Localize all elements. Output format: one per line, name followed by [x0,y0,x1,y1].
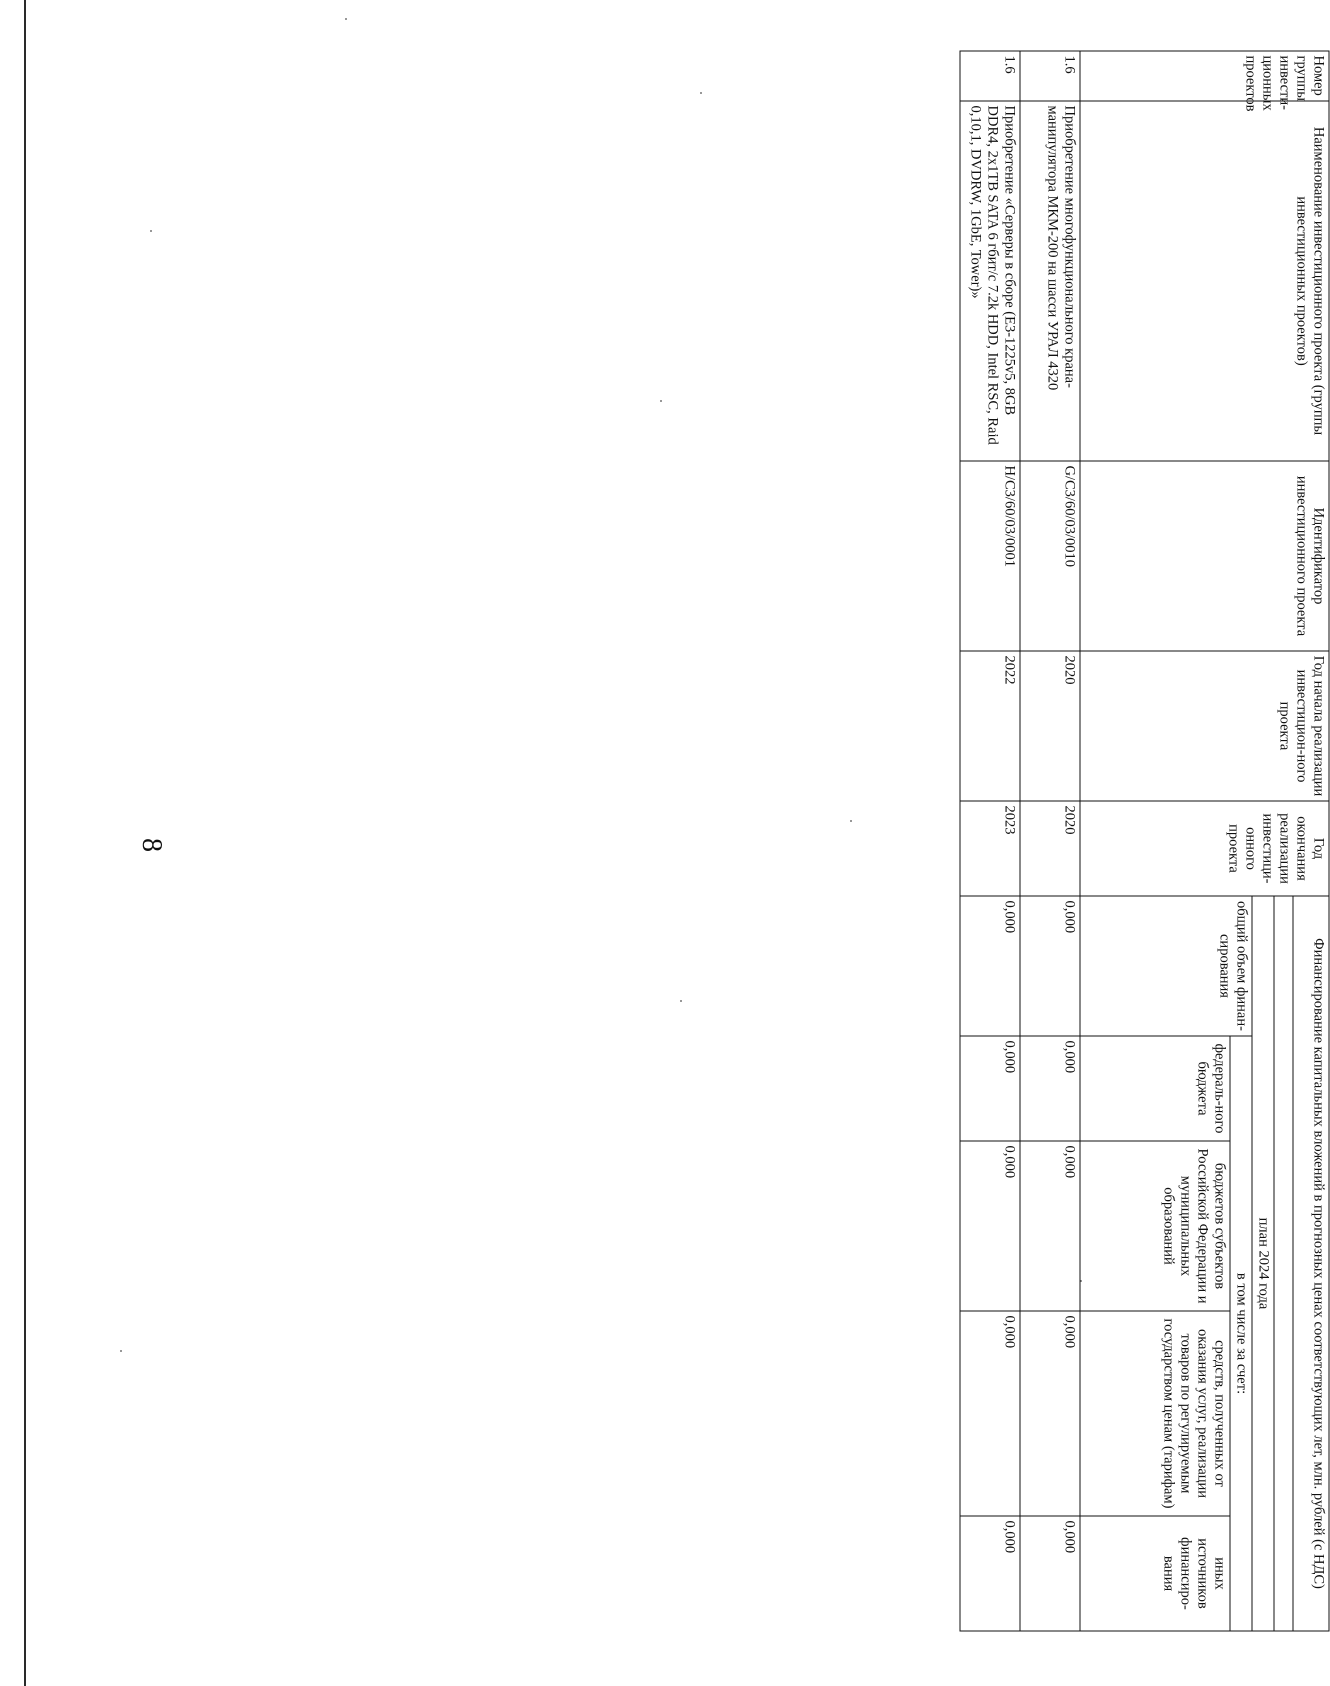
cell-project-name: Приобретение многофункционального крана-манипулятора МКМ-200 на шасси УРАЛ 4320 [1020,101,1080,461]
header-financing: Финансирование капитальных вложений в прогнозных ценах соответствующих лет, млн. рублей (с НДС) [1293,896,1329,1631]
cell-end-year: 2023 [960,801,1020,896]
header-identifier: Идентификатор инвестиционного проекта [1080,461,1329,651]
cell-regional: 0,000 [960,1141,1020,1311]
cell-other: 0,000 [1020,1516,1080,1631]
table-row [1020,51,1080,1631]
header-financing-sub [1274,896,1293,1631]
cell-federal: 0,000 [1020,1036,1080,1141]
page-number: 8 [136,838,167,852]
cell-tariff: 0,000 [960,1311,1020,1516]
header-start-year: Год начала реализации инвестицион-ного проекта [1080,651,1329,801]
cell-identifier: H/C3/60/03/0001 [960,461,1020,651]
cell-group-number: 1.6 [1020,51,1080,101]
header-other-sources: иных источников финансиро-вания [1080,1516,1230,1631]
cell-start-year: 2020 [1020,651,1080,801]
header-including: в том числе за счет: [1230,1036,1252,1631]
scan-speck [345,18,347,20]
rotated-table-wrapper [965,51,1330,1631]
header-plan-year: план 2024 года [1252,896,1274,1631]
cell-project-name: Приобретение «Серверы в сборе (E3-1225v5, 8GB DDR4, 2x1TB SATA 6 гбит/с 7.2k HDD, Intel RSC, Raid 0,10,1, DVDRW, 1GbE, Tower)» [960,101,1020,461]
scan-speck [150,230,152,232]
cell-total: 0,000 [960,896,1020,1036]
header-tariff-funds: средств, полученных от оказания услуг, реализации товаров по регулируемым государством ценам (тарифам) [1080,1311,1230,1516]
cell-tariff: 0,000 [1020,1311,1080,1516]
cell-group-number: 1.6 [960,51,1020,101]
header-regional-budgets: бюджетов субъектов Российской Федерации и муниципальных образований [1080,1141,1230,1311]
header-federal-budget: федераль-ного бюджета [1080,1036,1230,1141]
cell-start-year: 2022 [960,651,1020,801]
cell-other: 0,000 [960,1516,1020,1631]
header-total-volume: общий объем финан-сирования [1080,896,1252,1036]
table-row [960,51,1020,1631]
cell-end-year: 2020 [1020,801,1080,896]
cell-regional: 0,000 [1020,1141,1080,1311]
header-end-year: Год окончания реализации инвестици-онного проекта [1080,801,1329,896]
scan-speck [660,400,662,402]
investment-table [960,51,1330,1632]
scan-speck [120,1350,122,1352]
cell-federal: 0,000 [960,1036,1020,1141]
scan-speck [700,92,702,94]
page-left-edge [24,0,26,1686]
header-group-number: Номер группы инвести-ционных проектов [1080,51,1329,101]
cell-total: 0,000 [1020,896,1080,1036]
header-project-name: Наименование инвестиционного проекта (группы инвестиционных проектов) [1080,101,1329,461]
cell-identifier: G/C3/60/03/0010 [1020,461,1080,651]
scan-speck [850,820,852,822]
scan-speck [680,1000,682,1002]
